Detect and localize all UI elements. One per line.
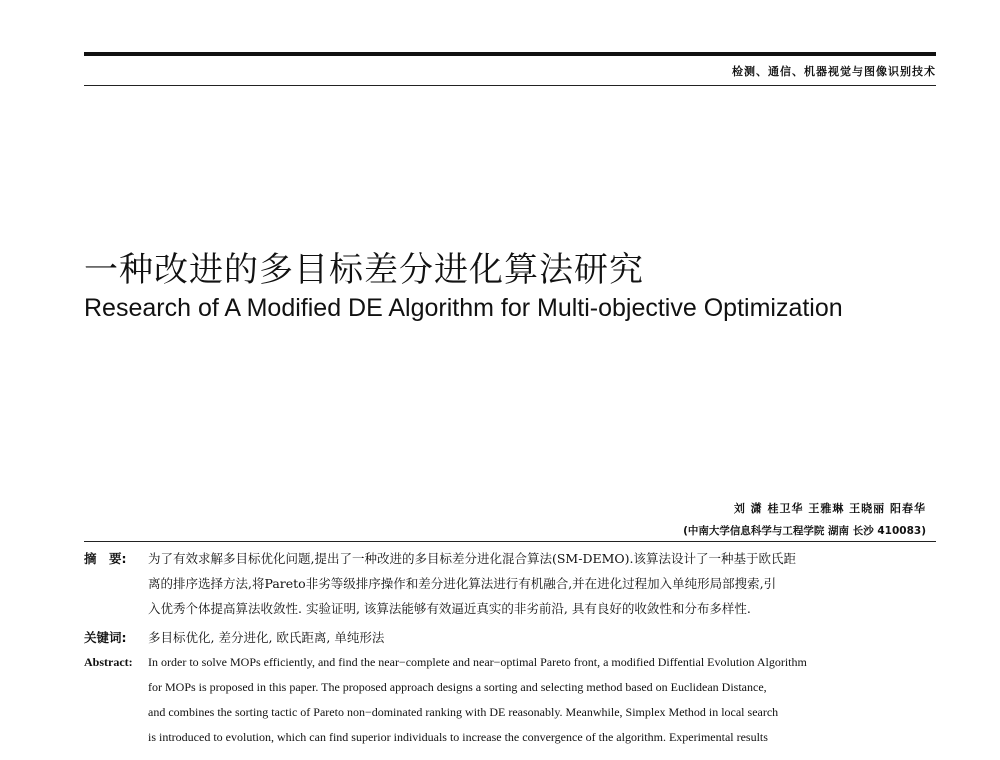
section-heading: 检测、通信、机器视觉与图像识别技术 <box>732 65 936 78</box>
abstract-english-line: for MOPs is proposed in this paper. The proposed approach designs a sorting and selecting method based on Euclidean Distance, <box>148 680 767 694</box>
abstract-chinese-label: 摘 要: <box>84 551 127 566</box>
abstract-english-label: Abstract: <box>84 655 133 669</box>
header-rule-thick <box>84 52 936 56</box>
author-list: 刘 潇 桂卫华 王雅琳 王晓丽 阳春华 <box>733 502 926 515</box>
header-rule-thin <box>84 85 936 86</box>
author-affiliation: (中南大学信息科学与工程学院 湖南 长沙 410083) <box>683 525 926 537</box>
abstract-english-line: and combines the sorting tactic of Pareto non−dominated ranking with DE reasonably. Meanwhile, Simplex Method in local search <box>148 705 779 719</box>
title-english: Research of A Modified DE Algorithm for Multi-objective Optimization <box>84 294 843 322</box>
abstract-chinese <box>84 549 944 624</box>
title-chinese: 一种改进的多目标差分进化算法研究 <box>84 250 644 290</box>
abstract-english-line: In order to solve MOPs efficiently, and find the near−complete and near−optimal Pareto front, a modified Diffential Evolution Algorithm <box>148 655 807 669</box>
keywords-chinese <box>84 628 944 648</box>
keywords-chinese-text: 多目标优化, 差分进化, 欧氏距离, 单纯形法 <box>148 630 385 645</box>
abstract-chinese-line: 入优秀个体提高算法收敛性. 实验证明, 该算法能够有效逼近真实的非劣前沿, 具有良好的收敛性和分布多样性. <box>148 601 751 616</box>
keywords-chinese-label: 关键词: <box>84 630 127 645</box>
abstract-english-line: is introduced to evolution, which can find superior individuals to increase the convergence of the algorithm. Experimental results <box>148 730 768 744</box>
affiliation-rule <box>84 541 936 542</box>
abstract-chinese-line: 为了有效求解多目标优化问题,提出了一种改进的多目标差分进化混合算法(SM-DEMO).该算法设计了一种基于欧氏距 <box>148 551 796 566</box>
abstract-chinese-line: 离的排序选择方法,将Pareto非劣等级排序操作和差分进化算法进行有机融合,并在进化过程加入单纯形局部搜索,引 <box>148 576 777 591</box>
abstract-english <box>84 655 944 755</box>
